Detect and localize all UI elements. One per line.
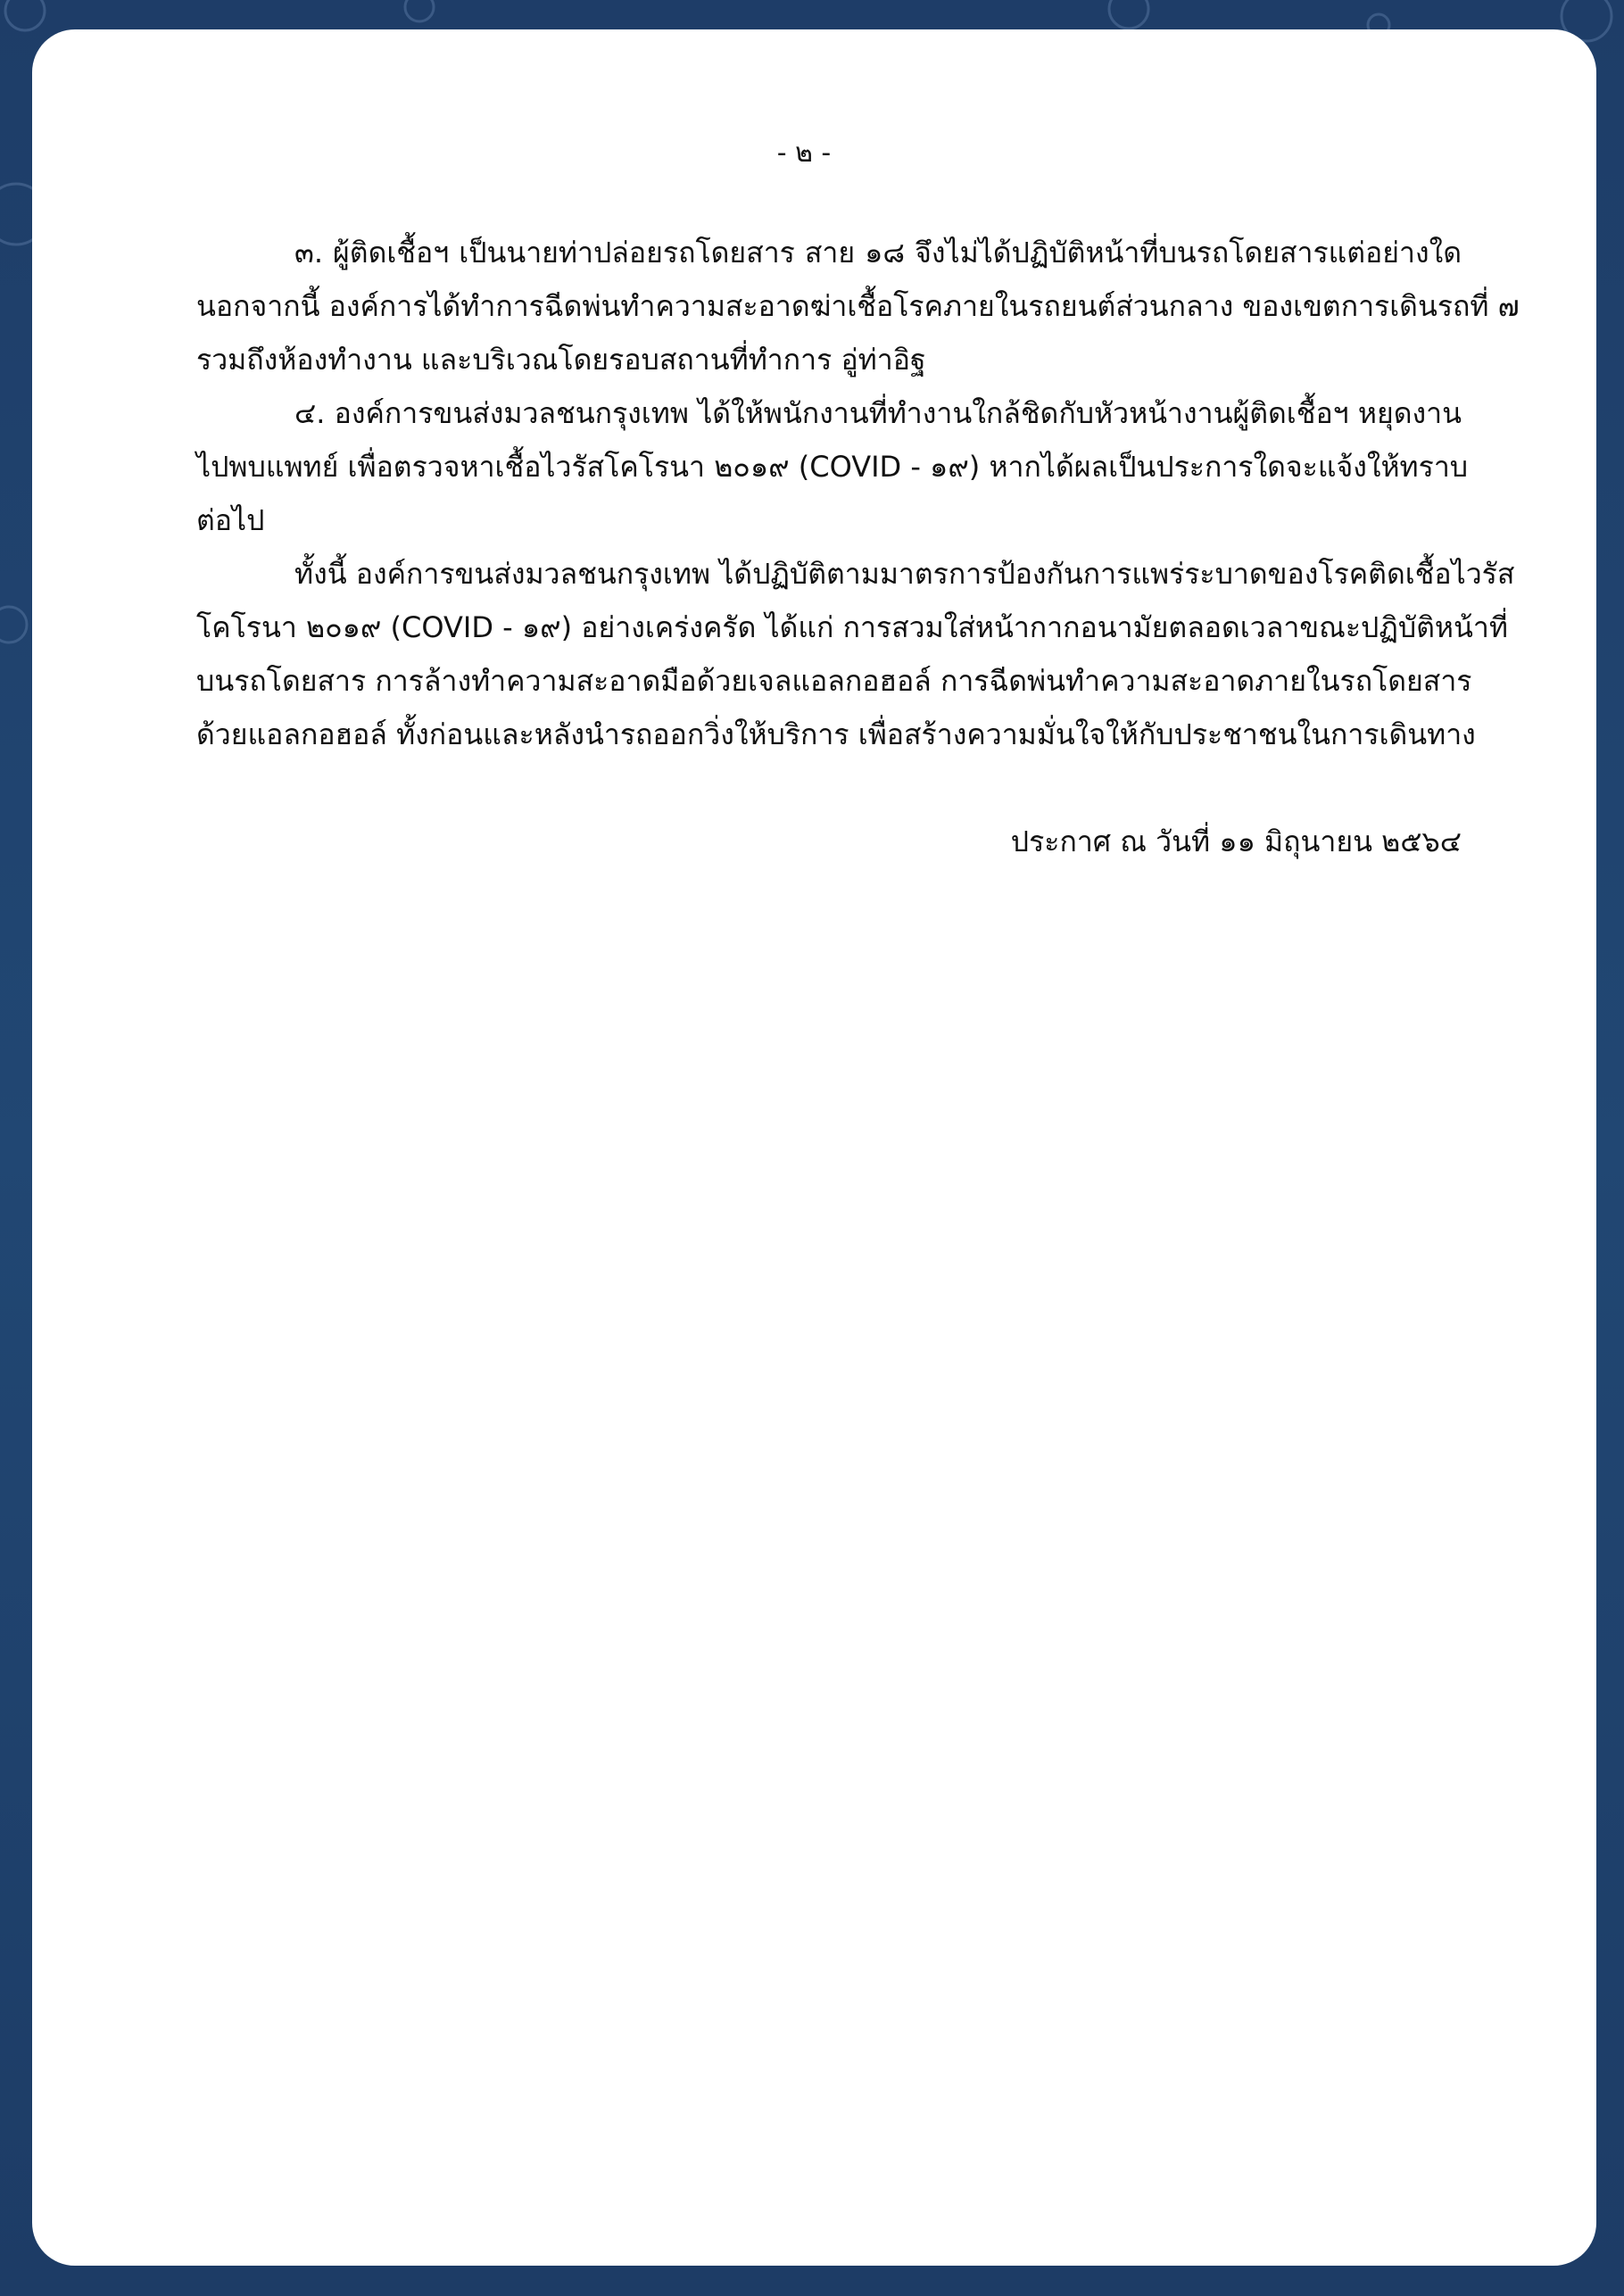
document-body xyxy=(196,226,1520,761)
document-page xyxy=(32,29,1596,2266)
text-line: ต่อไป xyxy=(196,503,265,537)
text-line: ๓. ผู้ติดเชื้อฯ เป็นนายท่าปล่อยรถโดยสาร สาย ๑๘ จึงไม่ได้ปฏิบัติหน้าที่บนรถโดยสารแต่อย่างใด xyxy=(294,236,1462,269)
page-number: - ๒ - xyxy=(776,137,832,169)
text-line: โคโรนา ๒๐๑๙ (COVID - ๑๙) อย่างเคร่งครัด ได้แก่ การสวมใส่หน้ากากอนามัยตลอดเวลาขณะปฏิบัติหน้าที่ xyxy=(196,610,1508,644)
text-line: ไปพบแพทย์ เพื่อตรวจหาเชื้อไวรัสโคโรนา ๒๐๑๙ (COVID - ๑๙) หากได้ผลเป็นประการใดจะแจ้งให้ทราบ xyxy=(196,450,1469,484)
announcement-date: ประกาศ ณ วันที่ ๑๑ มิถุนายน ๒๕๖๔ xyxy=(1010,825,1462,858)
paragraph-measures xyxy=(196,547,1515,761)
text-line: รวมถึงห้องทำงาน และบริเวณโดยรอบสถานที่ทำการ อู่ท่าอิฐ xyxy=(196,343,926,377)
text-line: บนรถโดยสาร การล้างทำความสะอาดมือด้วยเจลแอลกอฮอล์ การฉีดพ่นทำความสะอาดภายในรถโดยสาร xyxy=(196,664,1472,698)
text-line: นอกจากนี้ องค์การได้ทำการฉีดพ่นทำความสะอาดฆ่าเชื้อโรคภายในรถยนต์ส่วนกลาง ของเขตการเดินรถที่ ๗ xyxy=(196,289,1520,323)
text-line: ด้วยแอลกอฮอล์ ทั้งก่อนและหลังนำรถออกวิ่งให้บริการ เพื่อสร้างความมั่นใจให้กับประชาชนในการเดินทาง xyxy=(196,717,1476,751)
paragraph-item-3 xyxy=(196,226,1520,386)
text-line: ทั้งนี้ องค์การขนส่งมวลชนกรุงเทพ ได้ปฏิบัติตามมาตรการป้องกันการแพร่ระบาดของโรคติดเชื้อไวรัส xyxy=(294,557,1515,591)
paragraph-item-4 xyxy=(196,386,1469,547)
text-line: ๔. องค์การขนส่งมวลชนกรุงเทพ ได้ให้พนักงานที่ทำงานใกล้ชิดกับหัวหน้างานผู้ติดเชื้อฯ หยุดงาน xyxy=(294,396,1462,430)
